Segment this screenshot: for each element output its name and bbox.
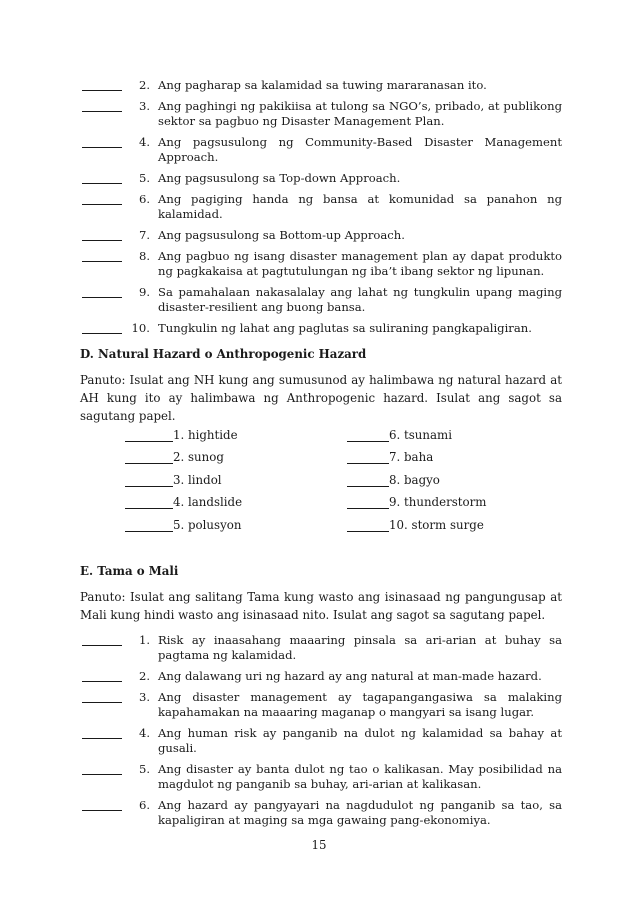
answer-item (125, 495, 347, 509)
list-item (82, 690, 562, 720)
answer-blank[interactable] (82, 669, 122, 682)
item-text: Risk ay inaasahang maaaring pinsala sa ari-arian at buhay sa pagtama ng kalamidad. (158, 633, 562, 662)
answer-item-label: 5. polusyon (173, 517, 242, 532)
answer-row (125, 487, 565, 510)
item-number: 6. (138, 192, 150, 206)
answer-blank[interactable] (125, 429, 173, 442)
answer-item-label: 10. storm surge (389, 517, 484, 532)
section-e-heading: E. Tama o Mali (80, 564, 179, 578)
answer-blank[interactable] (347, 474, 389, 487)
answer-item (347, 428, 452, 442)
item-number: 7. (138, 228, 150, 242)
answer-blank[interactable] (82, 321, 122, 334)
item-number: 4. (138, 135, 150, 149)
item-number: 3. (138, 690, 150, 704)
section-d-answer-grid (125, 419, 565, 532)
answer-item-label: 9. thunderstorm (389, 495, 487, 509)
answer-item-label: 2. sunog (173, 450, 224, 464)
answer-blank[interactable] (125, 474, 173, 487)
item-number: 9. (138, 285, 150, 299)
page-number: 15 (311, 838, 327, 852)
answer-row (125, 419, 565, 442)
answer-item-label: 8. bagyo (389, 472, 440, 487)
answer-blank[interactable] (347, 496, 389, 509)
answer-item (347, 450, 433, 464)
answer-item (125, 450, 347, 464)
section-d-heading: D. Natural Hazard o Anthropogenic Hazard (80, 347, 367, 361)
answer-blank[interactable] (82, 192, 122, 205)
item-number: 10. (131, 321, 150, 335)
list-item (82, 249, 562, 279)
item-number: 1. (138, 633, 150, 647)
item-text: Ang hazard ay pangyayari na nagdudulot ng panganib sa tao, sa kapaligiran at maging sa mga gawaing pang-ekonomiya. (158, 798, 562, 827)
item-text: Sa pamahalaan nakasalalay ang lahat ng tungkulin upang maging disaster-resilient ang buong bansa. (158, 285, 562, 314)
answer-blank[interactable] (82, 171, 122, 184)
list-item (82, 669, 562, 684)
list-item (82, 798, 562, 828)
list-item (82, 633, 562, 663)
answer-blank[interactable] (82, 99, 122, 112)
section-e-item-list (82, 633, 562, 834)
item-text: Ang paghingi ng pakikiisa at tulong sa NGO’s, pribado, at publikong sektor sa pagbuo ng Disaster Management Plan. (158, 99, 562, 128)
answer-blank[interactable] (82, 633, 122, 646)
list-item (82, 726, 562, 756)
list-item (82, 171, 562, 186)
list-item (82, 285, 562, 315)
answer-blank[interactable] (82, 249, 122, 262)
answer-blank[interactable] (125, 496, 173, 509)
answer-item (125, 518, 347, 532)
item-text: Tungkulin ng lahat ang paglutas sa suliraning pangkapaligiran. (158, 321, 532, 335)
answer-blank[interactable] (125, 451, 173, 464)
answer-item (125, 428, 347, 442)
answer-item-label: 1. hightide (173, 427, 238, 442)
answer-item-label: 6. tsunami (389, 427, 452, 442)
answer-row (125, 464, 565, 487)
answer-row (125, 509, 565, 532)
item-number: 5. (138, 762, 150, 776)
item-text: Ang disaster management ay tagapangangasiwa sa malaking kapahamakan na maaaring maganap o mangyari sa isang lugar. (158, 690, 562, 719)
answer-item-label: 4. landslide (173, 495, 243, 509)
item-text: Ang pagiging handa ng bansa at komunidad sa panahon ng kalamidad. (158, 192, 562, 221)
answer-blank[interactable] (82, 285, 122, 298)
section-e-instructions: Panuto: Isulat ang salitang Tama kung wasto ang isinasaad ng pangungusap at Mali kung hindi wasto ang isinasaad nito. Isulat ang sagot sa sagutang papel. (80, 590, 562, 622)
answer-item-label: 3. lindol (173, 472, 222, 487)
answer-item (347, 518, 484, 532)
answer-blank[interactable] (82, 762, 122, 775)
answer-item (347, 473, 440, 487)
item-text: Ang pagsusulong sa Top-down Approach. (158, 171, 401, 185)
item-number: 2. (138, 669, 150, 683)
item-number: 5. (138, 171, 150, 185)
answer-row (125, 442, 565, 465)
item-number: 3. (138, 99, 150, 113)
answer-item (347, 495, 486, 509)
item-text: Ang pagbuo ng isang disaster management plan ay dapat produkto ng pagkakaisa at pagtutulungan ng iba’t ibang sektor ng lipunan. (158, 249, 562, 278)
item-text: Ang pagsusulong sa Bottom-up Approach. (158, 228, 405, 242)
list-item (82, 99, 562, 129)
answer-blank[interactable] (82, 228, 122, 241)
answer-item (125, 473, 347, 487)
list-item (82, 192, 562, 222)
answer-item-label: 7. baha (389, 450, 434, 464)
item-text: Ang pagsusulong ng Community-Based Disaster Management Approach. (158, 135, 562, 164)
item-text: Ang human risk ay panganib na dulot ng kalamidad sa bahay at gusali. (158, 726, 562, 755)
answer-blank[interactable] (125, 519, 173, 532)
item-number: 6. (138, 798, 150, 812)
answer-blank[interactable] (347, 451, 389, 464)
item-number: 4. (138, 726, 150, 740)
answer-blank[interactable] (347, 519, 389, 532)
list-item (82, 762, 562, 792)
section-c-item-list (82, 78, 562, 342)
list-item (82, 135, 562, 165)
section-d-instructions: Panuto: Isulat ang NH kung ang sumusunod ay halimbawa ng natural hazard at AH kung ito ay halimbawa ng Anthropogenic hazard. Isulat ang sagot sa sagutang papel. (80, 373, 562, 423)
answer-blank[interactable] (82, 135, 122, 148)
answer-blank[interactable] (347, 429, 389, 442)
answer-blank[interactable] (82, 78, 122, 91)
item-number: 8. (138, 249, 150, 263)
list-item (82, 228, 562, 243)
list-item (82, 78, 562, 93)
answer-blank[interactable] (82, 798, 122, 811)
answer-blank[interactable] (82, 726, 122, 739)
answer-blank[interactable] (82, 690, 122, 703)
list-item (82, 321, 562, 336)
item-text: Ang disaster ay banta dulot ng tao o kalikasan. May posibilidad na magdulot ng panganib sa buhay, ari-arian at kalikasan. (158, 762, 562, 791)
item-number: 2. (138, 78, 150, 92)
item-text: Ang dalawang uri ng hazard ay ang natural at man-made hazard. (158, 669, 542, 683)
item-text: Ang pagharap sa kalamidad sa tuwing mararanasan ito. (158, 78, 487, 92)
